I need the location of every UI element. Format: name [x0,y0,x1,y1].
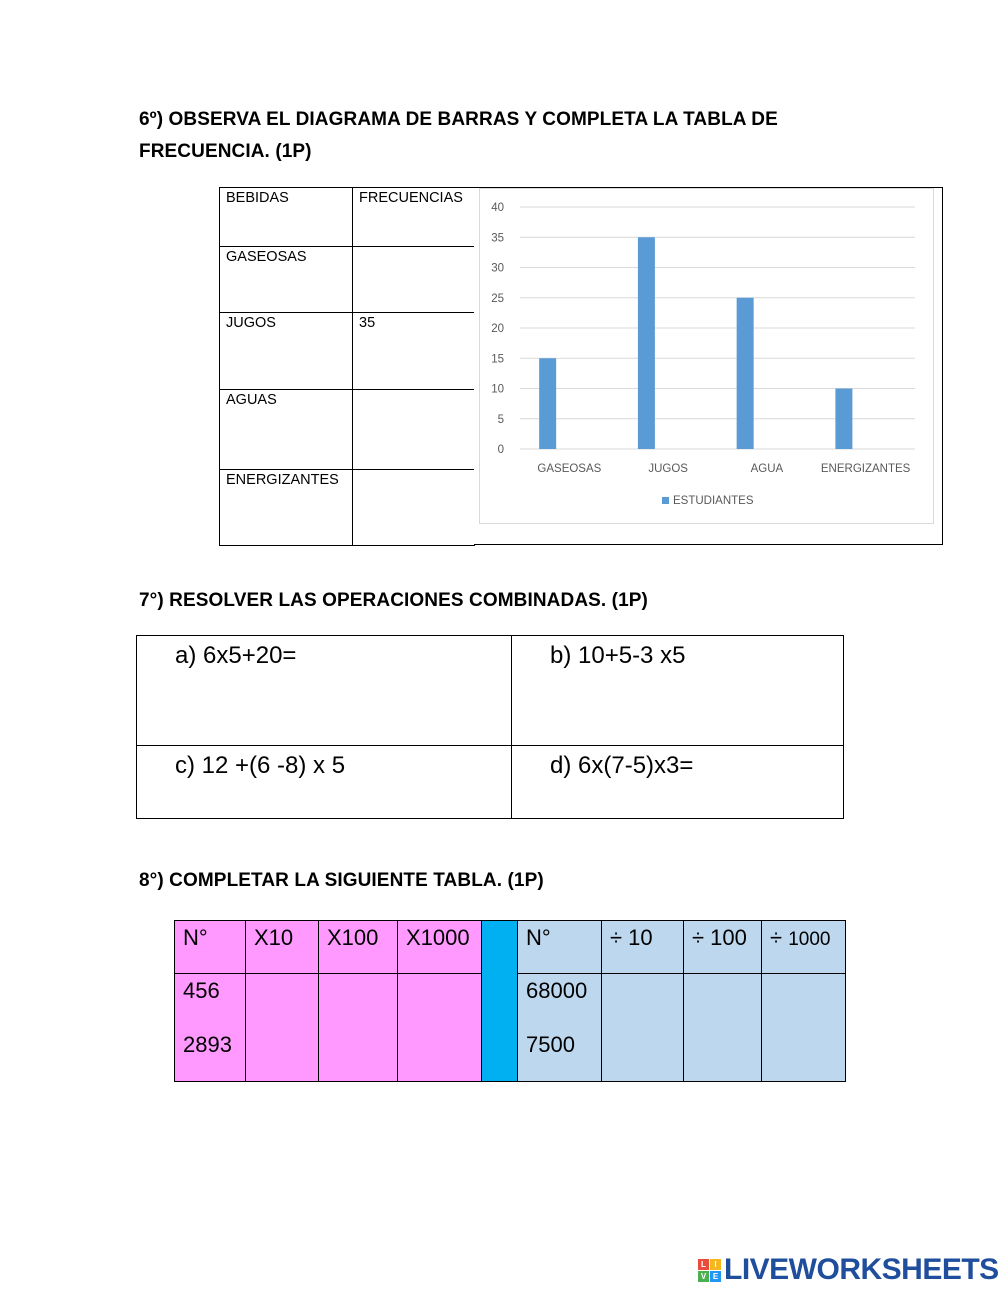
mark-letter: L [698,1259,709,1270]
div-1000-label: 1000 [788,929,831,950]
bar-jugos [638,237,655,449]
right-header-div1000 [762,921,846,974]
left-header-n: N° [175,921,246,974]
answer-2893-x1000[interactable] [398,1028,482,1082]
q6-heading [139,104,778,168]
x-tick-label: JUGOS [648,463,688,475]
left-number-1: 456 [175,974,246,1028]
y-tick-label: 15 [491,353,504,366]
row-value-jugos: 35 [353,313,475,390]
legend-label: ESTUDIANTES [673,495,754,507]
divider-column [482,921,518,974]
row-label-jugos: JUGOS [220,313,353,390]
answer-456-x100[interactable] [319,974,398,1028]
op-b: b) 10+5-3 x5 [512,636,844,746]
mark-letter: V [698,1271,709,1282]
right-number-1: 68000 [518,974,602,1028]
liveworksheets-mark-icon [698,1259,721,1282]
header-frecuencias: FRECUENCIAS [353,188,475,247]
left-header-x1000: X1000 [398,921,482,974]
bar-chart-frame [479,188,934,524]
left-number-2: 2893 [175,1028,246,1082]
op-c: c) 12 +(6 -8) x 5 [137,746,512,819]
mark-letter: I [710,1259,721,1270]
y-tick-label: 35 [491,232,504,245]
op-a: a) 6x5+20= [137,636,512,746]
row-value-energizantes[interactable] [353,470,475,546]
answer-68000-div1000[interactable] [762,974,846,1028]
right-header-n: N° [518,921,602,974]
y-tick-label: 25 [491,292,504,305]
liveworksheets-logo[interactable] [698,1253,999,1287]
bar-gaseosas [539,358,556,449]
bar-chart-container [474,187,943,545]
answer-68000-div100[interactable] [684,974,762,1028]
y-tick-label: 10 [491,383,504,396]
row-value-gaseosas[interactable] [353,247,475,313]
legend-swatch [662,497,669,504]
y-tick-label: 5 [497,413,504,426]
frequency-table [219,187,475,546]
answer-456-x10[interactable] [246,974,319,1028]
x-tick-label: ENERGIZANTES [820,463,911,475]
bar-chart [480,189,933,523]
bar-energizantes [835,389,852,450]
q6-heading-line1: 6º) OBSERVA EL DIAGRAMA DE BARRAS Y COMPLETA LA TABLA DE [139,109,778,130]
y-tick-label: 20 [491,323,504,335]
operations-table [136,635,844,819]
answer-7500-div100[interactable] [684,1028,762,1082]
divider-column [482,1028,518,1082]
row-label-aguas: AGUAS [220,390,353,470]
answer-7500-div10[interactable] [602,1028,684,1082]
row-label-gaseosas: GASEOSAS [220,247,353,313]
q6-heading-line2: FRECUENCIA. (1P) [139,141,312,162]
answer-2893-x100[interactable] [319,1028,398,1082]
row-value-aguas[interactable] [353,390,475,470]
bar-agua [737,298,754,449]
left-header-x100: X100 [319,921,398,974]
divider-column [482,974,518,1028]
x-tick-label: AGUA [750,463,784,475]
y-tick-label: 0 [497,444,504,456]
mark-letter: E [710,1271,721,1282]
answer-7500-div1000[interactable] [762,1028,846,1082]
multiply-divide-table [174,920,846,1082]
answer-2893-x10[interactable] [246,1028,319,1082]
right-number-2: 7500 [518,1028,602,1082]
left-header-x10: X10 [246,921,319,974]
row-label-energizantes: ENERGIZANTES [220,470,353,546]
right-header-div10: ÷ 10 [602,921,684,974]
header-bebidas: BEBIDAS [220,188,353,247]
op-d: d) 6x(7-5)x3= [512,746,844,819]
y-tick-label: 30 [491,262,504,275]
answer-456-x1000[interactable] [398,974,482,1028]
answer-68000-div10[interactable] [602,974,684,1028]
x-tick-label: GASEOSAS [537,463,602,475]
div-symbol: ÷ [770,925,789,950]
brand-text: LIVEWORKSHEETS [724,1253,999,1286]
q7-heading: 7°) RESOLVER LAS OPERACIONES COMBINADAS. (1P) [139,590,648,611]
q8-heading: 8°) COMPLETAR LA SIGUIENTE TABLA. (1P) [139,870,544,891]
right-header-div100: ÷ 100 [684,921,762,974]
y-tick-label: 40 [491,202,504,214]
